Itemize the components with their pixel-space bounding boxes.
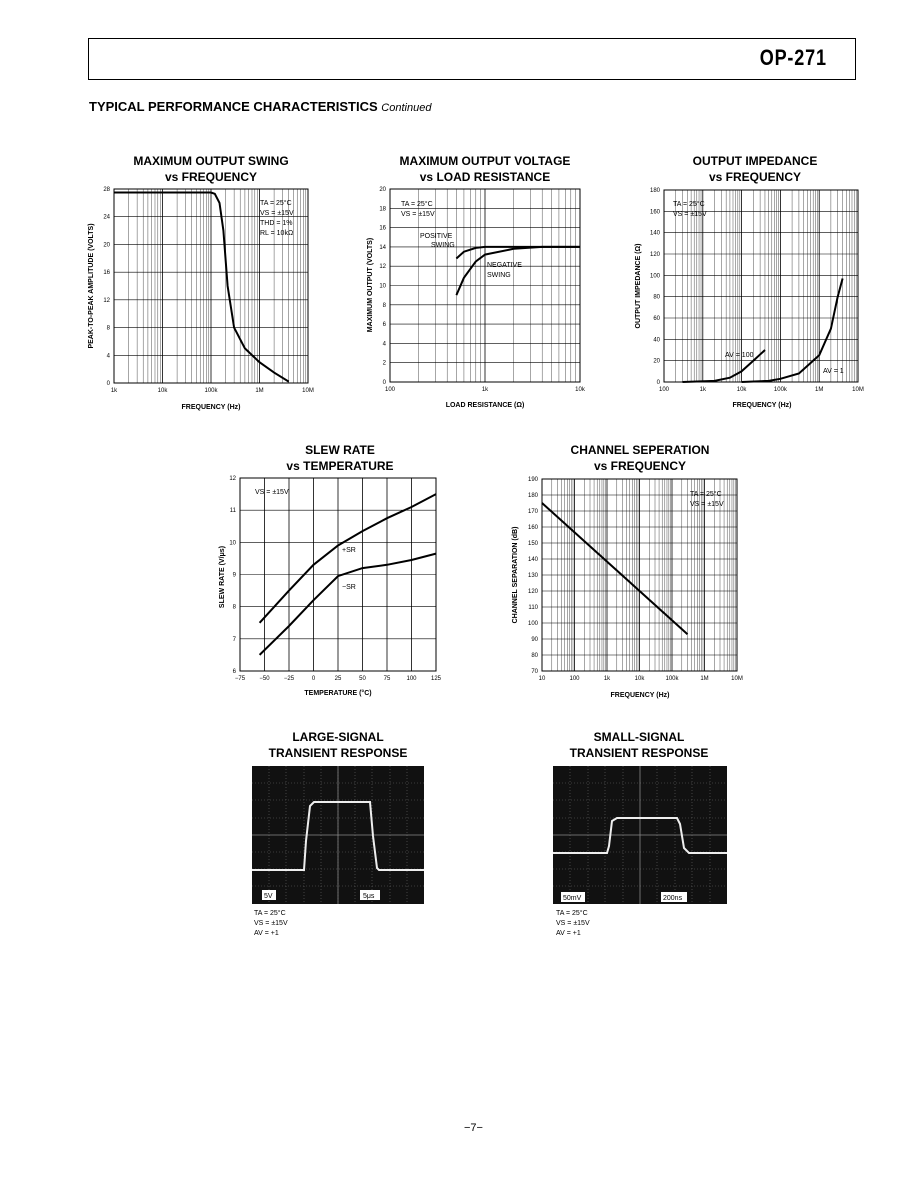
c4-series-0-line (260, 494, 436, 623)
c5-y-tick-label: 170 (527, 509, 538, 515)
c1-y-tick-label: 24 (103, 214, 110, 221)
negative-label-1: NEGATIVE (487, 262, 522, 269)
c3-y-tick-label: 140 (649, 230, 660, 237)
chart4-title: SLEW RATE vs TEMPERATURE (286, 443, 394, 473)
c2-x-tick-label: 10k (575, 387, 585, 393)
c5-y-tick-label: 80 (531, 653, 538, 659)
c5-y-tick-label: 100 (527, 621, 538, 627)
chart5-ylabel: CHANNEL SEPARATION (dB) (512, 526, 519, 624)
chart3-note-1: VS = ±15V (673, 211, 707, 218)
c3-y-tick-label: 20 (653, 358, 660, 365)
c5-y-tick-label: 130 (527, 573, 538, 579)
c3-y-tick-label: 120 (649, 252, 660, 258)
c4-x-tick-label: 100 (406, 676, 417, 682)
c3-y-tick-label: 160 (649, 209, 660, 216)
chart4-xlabel: TEMPERATURE (°C) (304, 690, 372, 697)
c1-y-tick-label: 28 (103, 187, 110, 193)
c2-y-tick-label: 0 (382, 380, 386, 386)
c4-x-tick-label: 75 (383, 676, 391, 682)
chart1-note-1: VS = ±15V (260, 210, 294, 217)
c2-y-tick-label: 10 (379, 283, 386, 290)
c2-y-tick-label: 18 (379, 206, 386, 213)
c5-x-tick-label: 100k (665, 676, 679, 682)
negative-label-2: SWING (487, 272, 511, 279)
chart1-note-3: RL = 10kΩ (260, 230, 294, 237)
c3-y-tick-label: 40 (653, 337, 660, 344)
c3-x-tick-label: 1k (699, 387, 706, 393)
large-conditions: TA = 25°C VS = ±15V AV = +1 (254, 910, 288, 937)
c2-y-tick-label: 2 (382, 360, 386, 367)
c5-x-tick-label: 10 (538, 676, 546, 682)
chart5-note-1: VS = ±15V (690, 501, 724, 508)
scope-large-title: LARGE-SIGNAL TRANSIENT RESPONSE (268, 730, 408, 760)
c5-x-tick-label: 100 (569, 676, 580, 682)
c2-y-tick-label: 8 (382, 302, 386, 309)
c1-x-tick-label: 1M (255, 388, 264, 394)
c3-x-tick-label: 100k (773, 387, 787, 393)
chart5-note-0: TA = 25°C (690, 491, 722, 498)
small-conditions: TA = 25°C VS = ±15V AV = +1 (556, 910, 590, 937)
chart4-note-0: VS = ±15V (255, 489, 289, 496)
c5-y-tick-label: 140 (527, 557, 538, 563)
c3-series-0-line (683, 350, 766, 382)
c5-y-tick-label: 90 (531, 637, 538, 643)
header-box (88, 38, 856, 80)
small-time-label: 200ns (663, 895, 683, 902)
small-volt-label: 50mV (563, 895, 582, 902)
chart3-note-0: TA = 25°C (673, 201, 705, 208)
c5-y-tick-label: 150 (527, 541, 538, 547)
large-time-label: 5μs (363, 893, 375, 900)
c5-x-tick-label: 10k (634, 676, 645, 682)
c4-y-tick-label: 12 (229, 476, 236, 482)
chart4-ylabel: SLEW RATE (V/μs) (219, 545, 226, 609)
c5-y-tick-label: 110 (528, 605, 538, 611)
c4-plot-frame (240, 478, 436, 671)
c3-y-tick-label: 180 (649, 188, 660, 194)
c1-x-tick-label: 1k (110, 388, 118, 394)
c2-y-tick-label: 14 (379, 244, 386, 251)
c4-y-tick-label: 11 (229, 508, 236, 515)
c1-y-tick-label: 20 (103, 242, 110, 249)
c3-y-tick-label: 60 (653, 316, 660, 322)
c5-y-tick-label: 190 (527, 477, 538, 483)
chart5-xlabel: FREQUENCY (Hz) (610, 692, 670, 699)
c4-x-tick-label: 25 (334, 676, 342, 682)
c5-y-tick-label: 180 (527, 493, 538, 499)
c5-plot-frame (542, 479, 737, 671)
c4-x-tick-label: −75 (234, 676, 246, 682)
c5-series-0-line (542, 503, 688, 634)
chart1-xlabel: FREQUENCY (Hz) (181, 404, 241, 411)
c3-x-tick-label: 1M (815, 387, 824, 393)
c4-x-tick-label: −25 (283, 676, 295, 682)
c3-y-tick-label: 80 (653, 294, 660, 301)
chart1-title: MAXIMUM OUTPUT SWING vs FREQUENCY (133, 154, 289, 184)
c4-x-tick-label: 125 (430, 676, 442, 682)
chart3-ylabel: OUTPUT IMPEDANCE (Ω) (635, 243, 642, 329)
chart2-note-0: TA = 25°C (401, 201, 433, 208)
scope-small-title: SMALL-SIGNAL TRANSIENT RESPONSE (569, 730, 709, 760)
chart2-xlabel: LOAD RESISTANCE (Ω) (445, 402, 525, 409)
chart1-note-0: TA = 25°C (260, 200, 292, 207)
c1-series-0-line (114, 193, 289, 382)
c2-y-tick-label: 4 (382, 341, 386, 348)
c2-x-tick-label: 100 (384, 387, 396, 393)
c5-x-tick-label: 10M (731, 676, 743, 682)
c4-y-tick-label: 7 (232, 636, 236, 643)
c1-y-tick-label: 8 (106, 325, 110, 332)
c5-x-tick-label: 1k (603, 676, 611, 682)
c5-y-tick-label: 160 (527, 525, 538, 531)
c3-plot-frame (664, 190, 858, 382)
c2-y-tick-label: 16 (379, 225, 386, 232)
c2-series-0-line (456, 247, 580, 259)
c2-series-1-line (456, 247, 580, 295)
c4-y-tick-label: 10 (229, 540, 236, 547)
part-number: OP-271 (759, 45, 827, 70)
c2-x-tick-label: 1k (481, 387, 489, 393)
chart2-title: MAXIMUM OUTPUT VOLTAGE vs LOAD RESISTANCE (399, 154, 571, 184)
c1-y-tick-label: 16 (103, 270, 110, 277)
c3-y-tick-label: 100 (649, 273, 660, 280)
c3-x-tick-label: 10k (736, 387, 747, 393)
c2-y-tick-label: 12 (379, 264, 386, 271)
chart2-note-1: VS = ±15V (401, 211, 435, 218)
large-volt-label: 5V (264, 893, 273, 900)
c4-x-tick-label: −50 (259, 676, 270, 682)
c3-y-tick-label: 0 (656, 380, 660, 386)
c3-x-tick-label: 10M (852, 387, 864, 393)
plus-sr-label: +SR (342, 547, 356, 554)
positive-label-2: SWING (431, 242, 455, 249)
scope-small-signal (553, 766, 727, 904)
c1-plot-frame (114, 189, 308, 383)
chart5-title: CHANNEL SEPERATION vs FREQUENCY (570, 443, 710, 473)
c5-y-tick-label: 120 (527, 589, 538, 595)
c1-x-tick-label: 10k (157, 388, 168, 394)
av1-label: AV = 1 (823, 368, 844, 375)
c2-plot-frame (390, 189, 580, 382)
scope-large-signal (252, 766, 424, 904)
c4-series-1-line (260, 554, 436, 655)
chart1-ylabel: PEAK-TO-PEAK AMPLITUDE (VOLTS) (88, 223, 95, 349)
section-title (89, 99, 431, 114)
c1-y-tick-label: 0 (106, 381, 110, 387)
minus-sr-label: −SR (342, 584, 356, 591)
c1-x-tick-label: 100k (204, 388, 218, 394)
page-number: −7− (464, 1122, 483, 1134)
chart1-note-2: THD = 1% (260, 220, 293, 227)
c5-y-tick-label: 70 (531, 669, 538, 675)
c5-x-tick-label: 1M (700, 676, 709, 682)
c1-x-tick-label: 10M (302, 388, 314, 394)
chart3-title: OUTPUT IMPEDANCE vs FREQUENCY (692, 154, 818, 184)
c4-y-tick-label: 6 (232, 669, 236, 675)
positive-label-1: POSITIVE (420, 233, 453, 240)
av100-label: AV = 100 (725, 352, 754, 359)
c1-y-tick-label: 4 (106, 353, 110, 360)
c4-x-tick-label: 0 (311, 676, 316, 682)
c4-x-tick-label: 50 (359, 676, 366, 682)
continued-label: Continued (381, 102, 432, 114)
chart3-xlabel: FREQUENCY (Hz) (732, 402, 792, 409)
c2-y-tick-label: 20 (379, 187, 386, 193)
c3-x-tick-label: 100 (658, 387, 670, 393)
c1-y-tick-label: 12 (103, 297, 110, 304)
section-heading: TYPICAL PERFORMANCE CHARACTERISTICS (89, 99, 378, 114)
c4-y-tick-label: 8 (232, 604, 236, 611)
c3-series-1-line (742, 279, 843, 383)
c4-y-tick-label: 9 (232, 572, 236, 579)
c2-y-tick-label: 6 (382, 322, 386, 329)
chart2-ylabel: MAXIMUM OUTPUT (VOLTS) (367, 237, 374, 333)
